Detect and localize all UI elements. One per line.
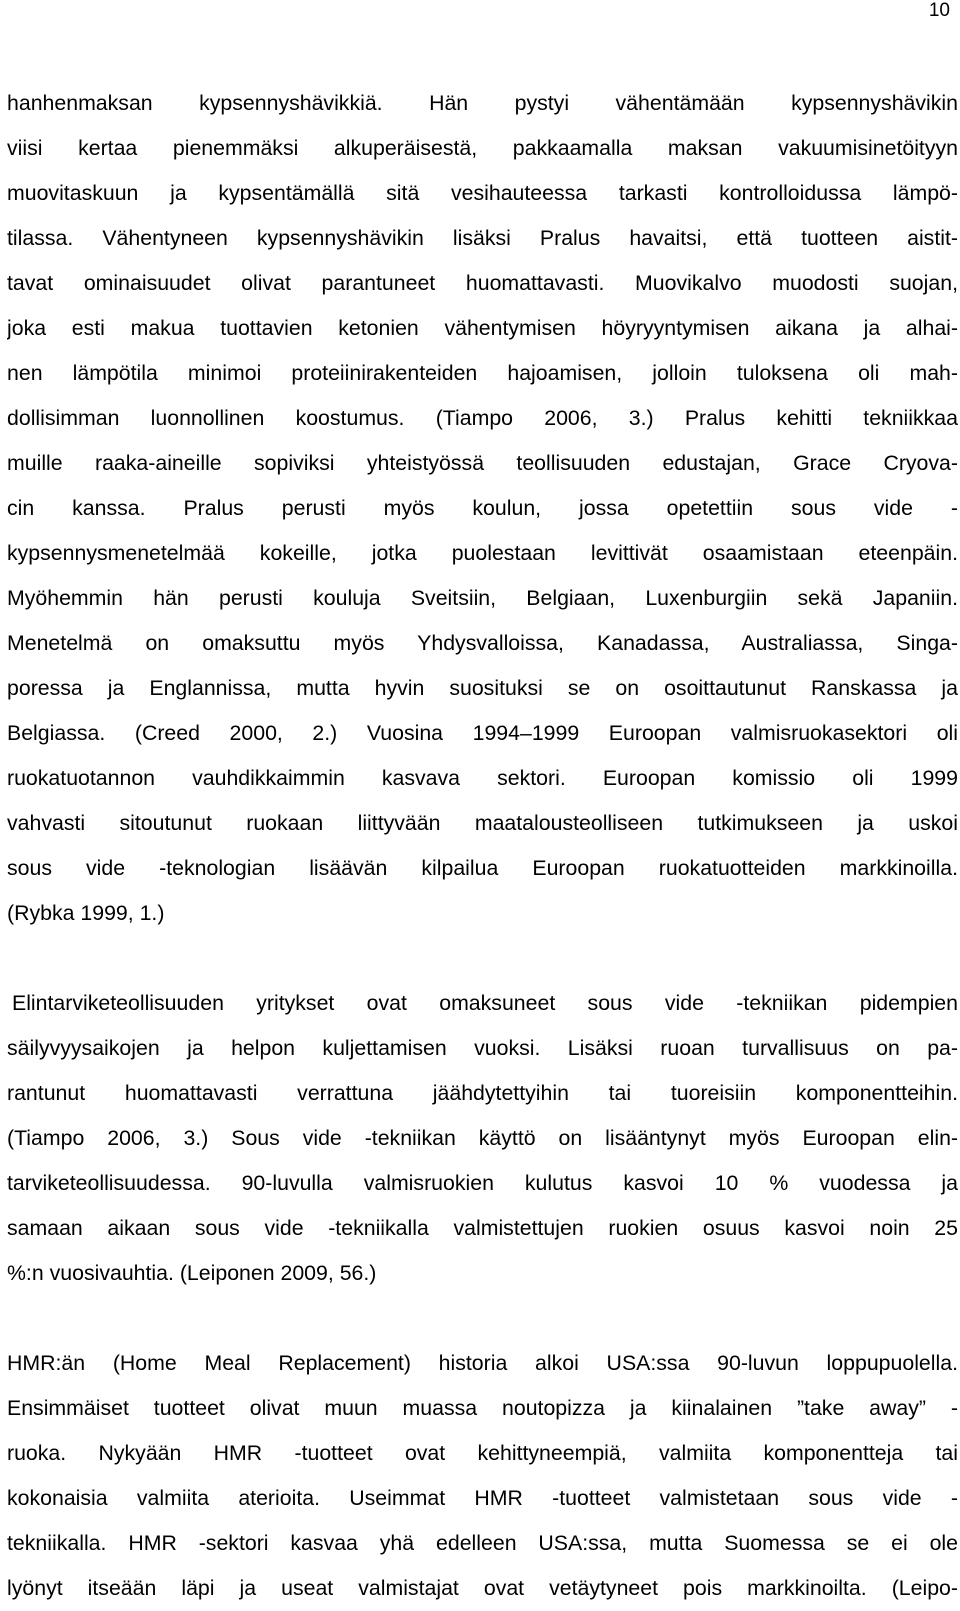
- text-line: kokonaisia valmiita aterioita. Useimmat HMR -tuotteet valmistetaan sous vide -: [7, 1486, 958, 1510]
- text-line: lyönyt itseään läpi ja useat valmistajat ovat vetäytyneet pois markkinoilta. (Leipo-: [7, 1576, 958, 1600]
- text-line: samaan aikaan sous vide -tekniikalla valmistettujen ruokien osuus kasvoi noin 25: [7, 1216, 958, 1240]
- text-line: muille raaka-aineille sopiviksi yhteistyössä teollisuuden edustajan, Grace Cryova-: [7, 451, 958, 475]
- text-line: joka esti makua tuottavien ketonien vähentymisen höyryyntymisen aikana ja alhai-: [7, 316, 958, 340]
- text-line: hanhenmaksan kypsennyshävikkiä. Hän pystyi vähentämään kypsennyshävikin: [7, 91, 958, 115]
- text-line: Belgiassa. (Creed 2000, 2.) Vuosina 1994–1999 Euroopan valmisruokasektori oli: [7, 721, 958, 745]
- text-line: nen lämpötila minimoi proteiinirakenteiden hajoamisen, jolloin tuloksena oli mah-: [7, 361, 958, 385]
- text-line: Ensimmäiset tuotteet olivat muun muassa noutopizza ja kiinalainen ”take away” -: [7, 1396, 958, 1420]
- paragraph-spacer: [7, 1296, 958, 1341]
- paragraph-spacer: [7, 936, 958, 981]
- text-line: cin kanssa. Pralus perusti myös koulun, jossa opetettiin sous vide -: [7, 496, 958, 520]
- text-line: tavat ominaisuudet olivat parantuneet huomattavasti. Muovikalvo muodosti suojan,: [7, 271, 958, 295]
- document-body: [7, 81, 958, 1611]
- page-number: 10: [928, 0, 950, 21]
- text-line: viisi kertaa pienemmäksi alkuperäisestä, pakkaamalla maksan vakuumisinetöityyn: [7, 136, 958, 160]
- text-line: muovitaskuun ja kypsentämällä sitä vesihauteessa tarkasti kontrolloidussa lämpö-: [7, 181, 958, 205]
- text-line: kypsennysmenetelmää kokeille, jotka puolestaan levittivät osaamistaan eteenpäin.: [7, 541, 958, 565]
- text-line: HMR:än (Home Meal Replacement) historia alkoi USA:ssa 90-luvun loppupuolella.: [7, 1351, 958, 1375]
- text-line: Elintarviketeollisuuden yritykset ovat omaksuneet sous vide -tekniikan pidempien: [12, 991, 958, 1015]
- text-line: poressa ja Englannissa, mutta hyvin suosituksi se on osoittautunut Ranskassa ja: [7, 676, 958, 700]
- text-line: säilyvyysaikojen ja helpon kuljettamisen vuoksi. Lisäksi ruoan turvallisuus on pa-: [7, 1036, 958, 1060]
- text-line: %:n vuosivauhtia. (Leiponen 2009, 56.): [7, 1261, 377, 1285]
- text-line: tekniikalla. HMR -sektori kasvaa yhä edelleen USA:ssa, mutta Suomessa se ei ole: [7, 1531, 958, 1555]
- text-line: ruoka. Nykyään HMR -tuotteet ovat kehittyneempiä, valmiita komponentteja tai: [7, 1441, 958, 1465]
- text-line: rantunut huomattavasti verrattuna jäähdytettyihin tai tuoreisiin komponentteihin.: [7, 1081, 958, 1105]
- text-line: sous vide -teknologian lisäävän kilpailua Euroopan ruokatuotteiden markkinoilla.: [7, 856, 958, 880]
- text-line: (Rybka 1999, 1.): [7, 901, 165, 925]
- text-line: Menetelmä on omaksuttu myös Yhdysvalloissa, Kanadassa, Australiassa, Singa-: [7, 631, 958, 655]
- text-line: tarviketeollisuudessa. 90-luvulla valmisruokien kulutus kasvoi 10 % vuodessa ja: [7, 1171, 958, 1195]
- text-line: Myöhemmin hän perusti kouluja Sveitsiin, Belgiaan, Luxenburgiin sekä Japaniin.: [7, 586, 958, 610]
- text-line: (Tiampo 2006, 3.) Sous vide -tekniikan käyttö on lisääntynyt myös Euroopan elin-: [7, 1126, 958, 1150]
- text-line: vahvasti sitoutunut ruokaan liittyvään maatalousteolliseen tutkimukseen ja uskoi: [7, 811, 958, 835]
- text-line: ruokatuotannon vauhdikkaimmin kasvava sektori. Euroopan komissio oli 1999: [7, 766, 958, 790]
- text-line: dollisimman luonnollinen koostumus. (Tiampo 2006, 3.) Pralus kehitti tekniikkaa: [7, 406, 958, 430]
- text-line: tilassa. Vähentyneen kypsennyshävikin lisäksi Pralus havaitsi, että tuotteen aistit-: [7, 226, 958, 250]
